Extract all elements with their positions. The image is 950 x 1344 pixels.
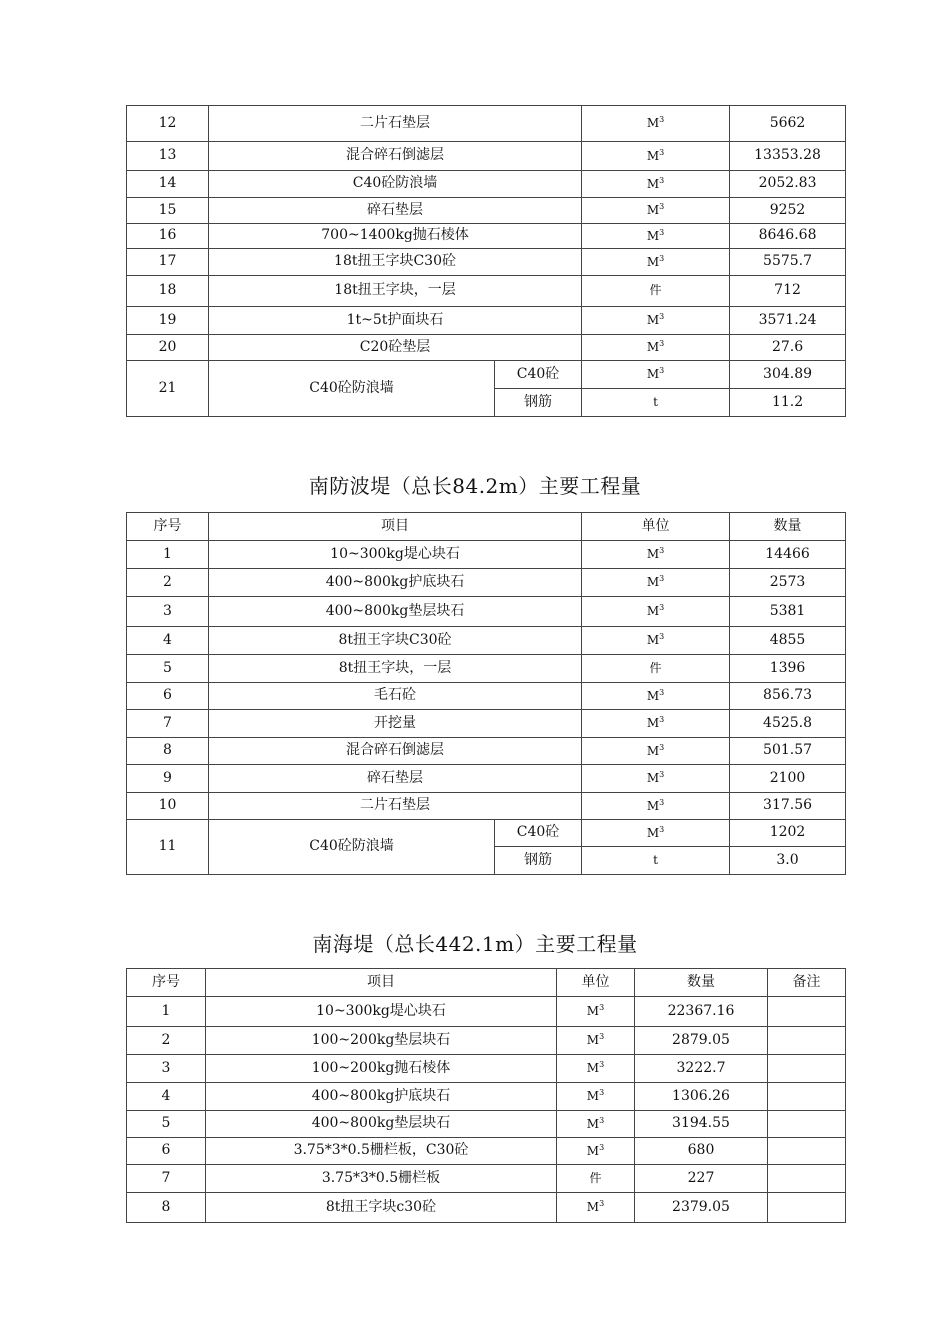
table-title-south-breakwater: 南防波堤（总长84.2m）主要工程量	[308, 474, 642, 498]
row-item: 10~300kg堤心块石	[209, 541, 582, 569]
row-item: 400~800kg垫层块石	[206, 1111, 557, 1138]
unit-cell	[582, 142, 730, 171]
row-item: 碎石垫层	[209, 765, 582, 793]
unit-text: M	[646, 176, 660, 191]
row-qty: 11.2	[730, 389, 846, 417]
table-row	[127, 106, 846, 142]
unit-text: M	[646, 633, 660, 648]
unit-cell	[582, 541, 730, 569]
table-row	[127, 335, 846, 361]
table-row	[127, 738, 846, 765]
unit-cell	[557, 1055, 635, 1083]
row-item: 10~300kg堤心块石	[206, 997, 557, 1027]
row-no: 18	[127, 276, 209, 307]
unit-cell	[557, 1193, 635, 1223]
table-body	[127, 969, 846, 1223]
table-row	[127, 793, 846, 820]
row-qty: 5662	[730, 106, 846, 142]
row-no: 21	[127, 361, 209, 417]
row-item: 8t扭王字块c30砼	[206, 1193, 557, 1223]
row-item: 混合碎石倒滤层	[209, 738, 582, 765]
table-row	[127, 597, 846, 627]
table-row	[127, 171, 846, 198]
unit-cell	[582, 738, 730, 765]
unit-cell	[582, 655, 730, 683]
unit-exponent: 3	[599, 1115, 605, 1125]
unit-text: M	[646, 340, 660, 355]
row-item: 二片石垫层	[209, 793, 582, 820]
row-item: 3.75*3*0.5栅栏板，C30砼	[206, 1138, 557, 1165]
row-no: 12	[127, 106, 209, 142]
unit-exponent: 3	[659, 147, 665, 157]
table-row	[127, 627, 846, 655]
row-item: C20砼垫层	[209, 335, 582, 361]
row-item: 100~200kg抛石棱体	[206, 1055, 557, 1083]
unit-text: M	[646, 604, 660, 619]
row-no: 1	[127, 541, 209, 569]
header-no: 序号	[127, 513, 209, 541]
row-no: 2	[127, 569, 209, 597]
table-row	[127, 541, 846, 569]
unit-exponent: 3	[659, 175, 665, 185]
south-seawall-quantities-table	[126, 968, 846, 1223]
unit-exponent: 3	[599, 1199, 605, 1209]
row-no: 17	[127, 249, 209, 276]
row-note	[768, 1083, 846, 1111]
row-qty: 680	[635, 1138, 768, 1165]
row-no: 8	[127, 1193, 206, 1223]
unit-cell	[582, 106, 730, 142]
row-qty: 2573	[730, 569, 846, 597]
sub-item-name: 钢筋	[495, 847, 582, 875]
unit-text: M	[586, 1116, 600, 1131]
table-row	[127, 1083, 846, 1111]
header-unit: 单位	[557, 969, 635, 997]
unit-cell	[557, 1027, 635, 1055]
unit-exponent: 3	[659, 574, 665, 584]
row-item: 混合碎石倒滤层	[209, 142, 582, 171]
row-qty: 22367.16	[635, 997, 768, 1027]
row-qty: 27.6	[730, 335, 846, 361]
row-qty: 3222.7	[635, 1055, 768, 1083]
row-item: 3.75*3*0.5栅栏板	[206, 1165, 557, 1193]
row-no: 14	[127, 171, 209, 198]
header-qty: 数量	[730, 513, 846, 541]
row-item: 700~1400kg抛石棱体	[209, 224, 582, 249]
row-item: 开挖量	[209, 710, 582, 738]
unit-text: M	[646, 116, 660, 131]
unit-text: M	[646, 228, 660, 243]
unit-cell	[582, 249, 730, 276]
unit-text: M	[646, 148, 660, 163]
unit-text: 件	[649, 660, 662, 675]
row-qty: 2052.83	[730, 171, 846, 198]
row-qty: 1306.26	[635, 1083, 768, 1111]
table-row	[127, 224, 846, 249]
row-note	[768, 1111, 846, 1138]
unit-cell	[582, 597, 730, 627]
unit-cell	[582, 569, 730, 597]
unit-text: M	[646, 825, 660, 840]
unit-text: M	[646, 547, 660, 562]
row-qty: 501.57	[730, 738, 846, 765]
unit-cell	[582, 224, 730, 249]
table-row	[127, 820, 846, 847]
row-item: 18t扭王字块C30砼	[209, 249, 582, 276]
unit-exponent: 3	[659, 797, 665, 807]
unit-exponent: 3	[659, 312, 665, 322]
row-qty: 13353.28	[730, 142, 846, 171]
table-row	[127, 655, 846, 683]
row-note	[768, 1193, 846, 1223]
unit-text: M	[586, 1143, 600, 1158]
row-no: 4	[127, 1083, 206, 1111]
unit-text: M	[646, 716, 660, 731]
row-no: 3	[127, 1055, 206, 1083]
unit-text: M	[646, 688, 660, 703]
unit-cell	[582, 820, 730, 847]
unit-text: 件	[589, 1170, 602, 1185]
row-no: 5	[127, 1111, 206, 1138]
header-row	[127, 969, 846, 997]
row-qty: 856.73	[730, 683, 846, 710]
table-body	[127, 106, 846, 417]
row-no: 16	[127, 224, 209, 249]
row-item: 8t扭王字块C30砼	[209, 627, 582, 655]
unit-text: t	[653, 394, 658, 409]
row-no: 10	[127, 793, 209, 820]
unit-text: 件	[649, 283, 662, 298]
unit-text: M	[646, 575, 660, 590]
unit-text: M	[646, 313, 660, 328]
unit-exponent: 3	[659, 603, 665, 613]
sub-item-name: 钢筋	[495, 389, 582, 417]
row-qty: 14466	[730, 541, 846, 569]
unit-exponent: 3	[659, 824, 665, 834]
row-no: 15	[127, 198, 209, 224]
row-no: 3	[127, 597, 209, 627]
row-no: 8	[127, 738, 209, 765]
header-item: 项目	[206, 969, 557, 997]
unit-exponent: 3	[659, 202, 665, 212]
row-item: 100~200kg垫层块石	[206, 1027, 557, 1055]
unit-cell	[582, 198, 730, 224]
row-qty: 1396	[730, 655, 846, 683]
unit-exponent: 3	[659, 366, 665, 376]
row-no: 6	[127, 1138, 206, 1165]
unit-text: t	[653, 852, 658, 867]
unit-cell	[582, 793, 730, 820]
unit-cell	[582, 389, 730, 417]
table-row	[127, 1055, 846, 1083]
unit-exponent: 3	[659, 339, 665, 349]
unit-exponent: 3	[659, 687, 665, 697]
unit-cell	[582, 627, 730, 655]
unit-cell	[582, 171, 730, 198]
row-no: 9	[127, 765, 209, 793]
row-item: C40砼防浪墙	[209, 820, 495, 875]
row-no: 7	[127, 1165, 206, 1193]
row-note	[768, 1055, 846, 1083]
table-row	[127, 1193, 846, 1223]
unit-text: M	[586, 1200, 600, 1215]
unit-exponent: 3	[599, 1032, 605, 1042]
table-row	[127, 249, 846, 276]
unit-exponent: 3	[659, 115, 665, 125]
unit-cell	[582, 683, 730, 710]
unit-exponent: 3	[599, 1003, 605, 1013]
header-note: 备注	[768, 969, 846, 997]
unit-cell	[582, 276, 730, 307]
unit-cell	[557, 1165, 635, 1193]
row-qty: 2100	[730, 765, 846, 793]
row-no: 20	[127, 335, 209, 361]
row-qty: 304.89	[730, 361, 846, 389]
row-qty: 8646.68	[730, 224, 846, 249]
table-row	[127, 569, 846, 597]
unit-text: M	[646, 367, 660, 382]
row-item: 毛石砼	[209, 683, 582, 710]
table-row	[127, 361, 846, 389]
row-qty: 9252	[730, 198, 846, 224]
row-qty: 5381	[730, 597, 846, 627]
unit-cell	[557, 1138, 635, 1165]
row-no: 19	[127, 307, 209, 335]
row-item: 400~800kg护底块石	[206, 1083, 557, 1111]
row-item: 400~800kg护底块石	[209, 569, 582, 597]
row-note	[768, 997, 846, 1027]
unit-cell	[557, 997, 635, 1027]
row-qty: 227	[635, 1165, 768, 1193]
unit-text: M	[646, 203, 660, 218]
unit-cell	[582, 847, 730, 875]
unit-exponent: 3	[599, 1060, 605, 1070]
table-row	[127, 307, 846, 335]
table-row	[127, 1165, 846, 1193]
unit-text: M	[646, 771, 660, 786]
row-item: 18t扭王字块，一层	[209, 276, 582, 307]
unit-exponent: 3	[659, 253, 665, 263]
quantities-table-continued	[126, 105, 846, 417]
table-row	[127, 1138, 846, 1165]
unit-cell	[582, 307, 730, 335]
unit-exponent: 3	[659, 632, 665, 642]
south-breakwater-quantities-table	[126, 512, 846, 875]
row-qty: 3571.24	[730, 307, 846, 335]
row-no: 7	[127, 710, 209, 738]
table-row	[127, 1111, 846, 1138]
row-item: C40砼防浪墙	[209, 171, 582, 198]
row-qty: 712	[730, 276, 846, 307]
unit-exponent: 3	[659, 742, 665, 752]
header-row	[127, 513, 846, 541]
header-unit: 单位	[582, 513, 730, 541]
row-no: 4	[127, 627, 209, 655]
header-qty: 数量	[635, 969, 768, 997]
unit-exponent: 3	[599, 1088, 605, 1098]
row-qty: 3194.55	[635, 1111, 768, 1138]
unit-text: M	[586, 1061, 600, 1076]
row-item: C40砼防浪墙	[209, 361, 495, 417]
table-row	[127, 710, 846, 738]
row-qty: 4525.8	[730, 710, 846, 738]
row-item: 8t扭王字块，一层	[209, 655, 582, 683]
row-no: 11	[127, 820, 209, 875]
table-row	[127, 1027, 846, 1055]
sub-item-name: C40砼	[495, 820, 582, 847]
unit-cell	[557, 1083, 635, 1111]
row-qty: 3.0	[730, 847, 846, 875]
row-no: 2	[127, 1027, 206, 1055]
header-item: 项目	[209, 513, 582, 541]
row-item: 二片石垫层	[209, 106, 582, 142]
unit-exponent: 3	[659, 715, 665, 725]
row-item: 碎石垫层	[209, 198, 582, 224]
row-item: 1t~5t护面块石	[209, 307, 582, 335]
table-row	[127, 683, 846, 710]
unit-text: M	[586, 1089, 600, 1104]
unit-exponent: 3	[659, 770, 665, 780]
row-note	[768, 1165, 846, 1193]
row-qty: 2379.05	[635, 1193, 768, 1223]
table-body	[127, 513, 846, 875]
unit-cell	[582, 335, 730, 361]
unit-cell	[582, 361, 730, 389]
row-item: 400~800kg垫层块石	[209, 597, 582, 627]
row-qty: 4855	[730, 627, 846, 655]
unit-text: M	[586, 1004, 600, 1019]
row-no: 6	[127, 683, 209, 710]
unit-text: M	[646, 743, 660, 758]
unit-cell	[582, 765, 730, 793]
row-no: 1	[127, 997, 206, 1027]
table-row	[127, 198, 846, 224]
unit-cell	[582, 710, 730, 738]
header-no: 序号	[127, 969, 206, 997]
row-qty: 317.56	[730, 793, 846, 820]
table-title-south-seawall: 南海堤（总长442.1m）主要工程量	[312, 932, 638, 956]
unit-exponent: 3	[599, 1142, 605, 1152]
row-no: 5	[127, 655, 209, 683]
unit-cell	[557, 1111, 635, 1138]
table-row	[127, 765, 846, 793]
unit-text: M	[646, 798, 660, 813]
unit-text: M	[646, 254, 660, 269]
row-note	[768, 1138, 846, 1165]
row-qty: 2879.05	[635, 1027, 768, 1055]
table-row	[127, 142, 846, 171]
unit-exponent: 3	[659, 546, 665, 556]
unit-exponent: 3	[659, 227, 665, 237]
row-no: 13	[127, 142, 209, 171]
table-row	[127, 276, 846, 307]
row-qty: 1202	[730, 820, 846, 847]
sub-item-name: C40砼	[495, 361, 582, 389]
unit-text: M	[586, 1033, 600, 1048]
row-note	[768, 1027, 846, 1055]
table-row	[127, 997, 846, 1027]
row-qty: 5575.7	[730, 249, 846, 276]
